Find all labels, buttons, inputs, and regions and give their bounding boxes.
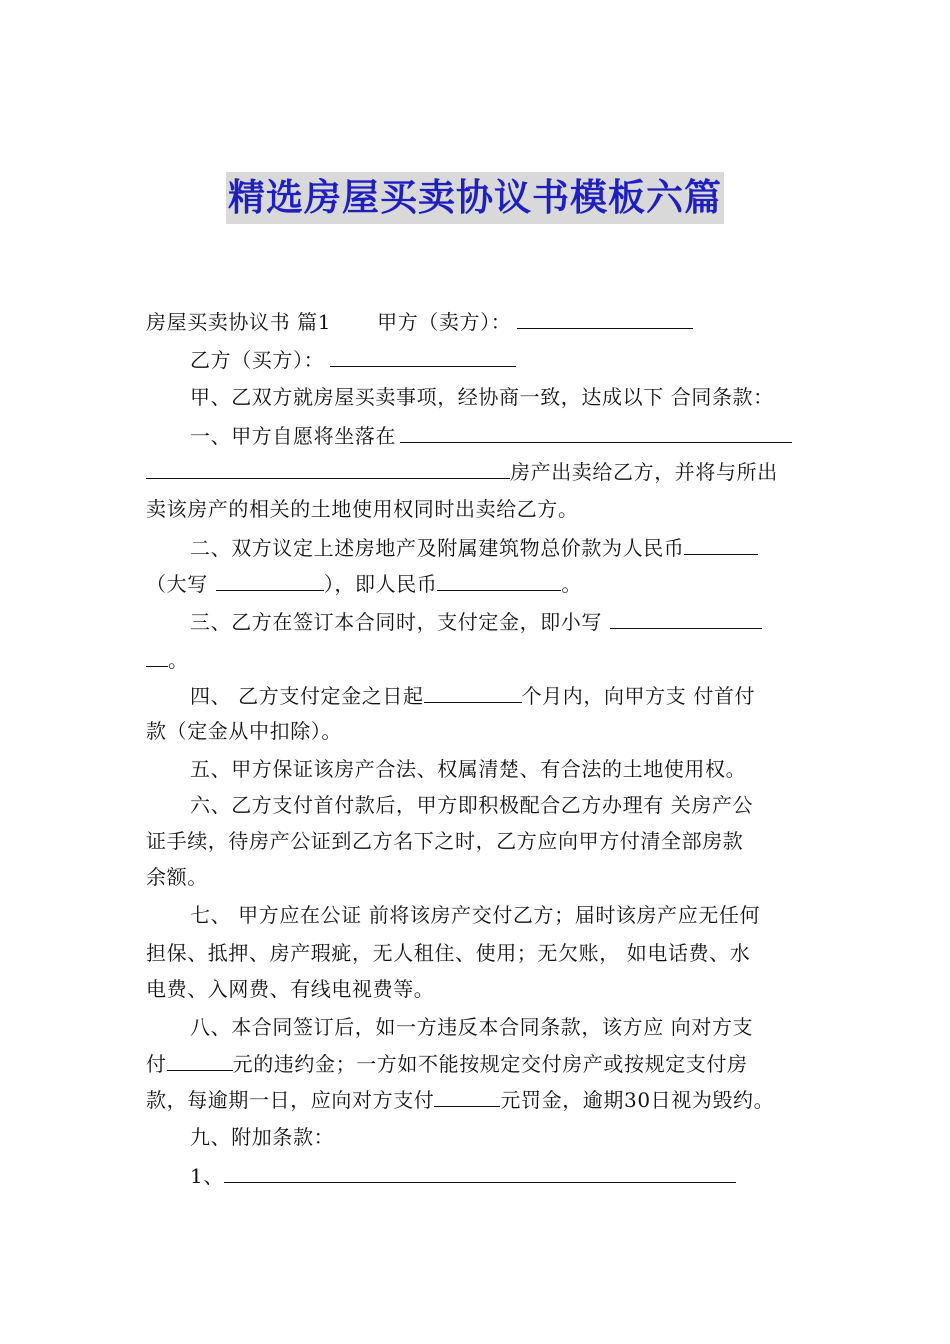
paragraph-text: 甲、乙双方就房屋买卖事项，经协商一致，达成以下 合同条款： [190, 385, 774, 409]
clause-4-text-cont: 个月内，向甲方支 付首付 [521, 684, 756, 708]
clause-3-end: 。 [168, 648, 189, 672]
clause-7-text-cont: 担保、抵押、房产瑕疵，无人租住、使用；无欠账， 如电话费、水 [146, 941, 751, 965]
line-14 [146, 790, 816, 820]
line-1 [146, 306, 816, 336]
clause-8-end: 元罚金，逾期30日视为毁约。 [500, 1088, 775, 1112]
price-blank [684, 532, 758, 555]
line-3 [146, 382, 816, 412]
title-block [0, 172, 950, 228]
deposit-blank [610, 606, 762, 629]
clause-6-text: 六、乙方支付首付款后，甲方即积极配合乙方办理有 关房产公 [190, 793, 754, 817]
additional-item-1: 1、 [190, 1164, 224, 1188]
clause-6-end: 余额。 [146, 865, 208, 889]
line-6 [146, 494, 816, 524]
line-12 [146, 716, 816, 746]
clause-8-daily-label: 款，每逾期一日，应向对方支付 [146, 1088, 435, 1112]
line-7 [146, 532, 816, 562]
line-17 [146, 900, 816, 930]
line-5 [146, 456, 816, 486]
party-a-label: 甲方（卖方）： [377, 310, 512, 334]
line-16 [146, 862, 816, 892]
clause-1-text-end: 卖该房产的相关的土地使用权同时出卖给乙方。 [146, 497, 579, 521]
clause-8-text-cont: 元的违约金；一方如不能按规定交付房产或按规定支付房 [232, 1052, 748, 1076]
clause-2-text: 二、双方议定上述房地产及附属建筑物总价款为人民币 [190, 536, 685, 560]
clause-8-pay-label: 付 [146, 1052, 167, 1076]
clause-2-end: 。 [561, 572, 583, 596]
clause-1-text: 一、甲方自愿将坐落在 [190, 424, 396, 448]
line-19 [146, 974, 816, 1004]
line-23 [146, 1122, 816, 1152]
line-10 [146, 644, 816, 674]
clause-9-heading: 九、附加条款： [190, 1125, 335, 1149]
line-9 [146, 606, 816, 636]
document-title: 精选房屋买卖协议书模板六篇 [226, 172, 724, 224]
clause-6-text-cont: 证手续，待房产公证到乙方名下之时，乙方应向甲方付清全部房款 [146, 829, 744, 853]
clause-7-text: 七、 甲方应在公证 前将该房产交付乙方；届时该房产应无任何 [190, 903, 761, 927]
line-24 [146, 1160, 816, 1190]
clause-1-text-cont: 房产出卖给乙方，并将与所出 [510, 460, 778, 484]
clause-8-text: 八、本合同签订后，如一方违反本合同条款，该方应 向对方支 [190, 1015, 754, 1039]
clause-7-end: 电费、入网费、有线电视费等。 [146, 977, 435, 1001]
line-15 [146, 826, 816, 856]
location-blank-cont [146, 456, 510, 479]
clause-5-text: 五、甲方保证该房产合法、权属清楚、有合法的土地使用权。 [190, 757, 747, 781]
clause-4-text: 四、 乙方支付定金之日起 [190, 684, 424, 708]
additional-item-1-blank [224, 1160, 736, 1183]
line-21 [146, 1048, 816, 1078]
line-22 [146, 1084, 816, 1114]
clause-2-rmb-label: ），即人民币 [323, 572, 438, 596]
penalty-blank [167, 1048, 233, 1071]
line-20 [146, 1012, 816, 1042]
party-b-blank [330, 344, 516, 367]
section-heading: 房屋买卖协议书 篇1 [146, 310, 332, 334]
deposit-blank-cont [146, 644, 168, 667]
clause-2-capital-label: （大写 [146, 572, 208, 596]
party-b-label: 乙方（买方）： [190, 348, 325, 372]
location-blank [400, 420, 792, 443]
party-a-blank [517, 306, 693, 329]
line-2 [146, 344, 816, 374]
line-4 [146, 420, 816, 450]
line-18 [146, 938, 816, 968]
clause-4-end: 款（定金从中扣除）。 [146, 719, 342, 743]
months-blank [424, 680, 522, 703]
capital-amount-blank [216, 568, 324, 591]
rmb-amount-blank [437, 568, 561, 591]
line-13 [146, 754, 816, 784]
clause-3-text: 三、乙方在签订本合同时，支付定金，即小写 [190, 610, 602, 634]
line-11 [146, 680, 816, 710]
daily-fine-blank [434, 1084, 500, 1107]
line-8 [146, 568, 816, 598]
